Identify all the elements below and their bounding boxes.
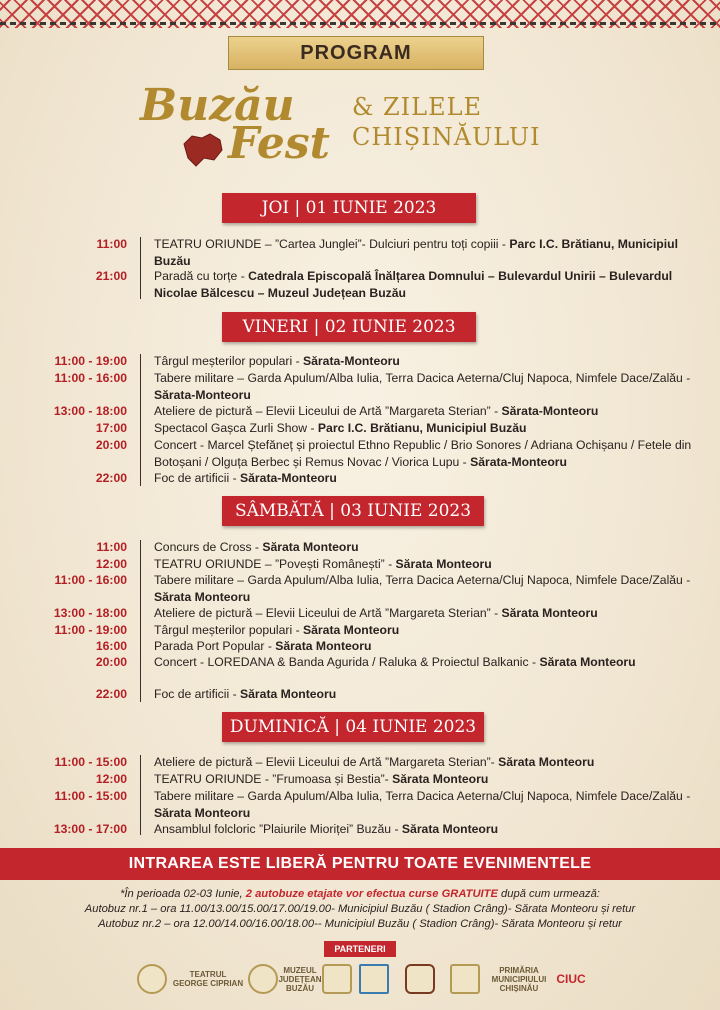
timeline-divider: [140, 237, 141, 299]
logo-line2: Fest: [228, 118, 330, 169]
event-desc: Foc de artificii - Sărata-Monteoru: [154, 471, 337, 485]
partner-logo-church: [322, 960, 352, 998]
partner-teatrul: TEATRUL GEORGE CIPRIAN: [172, 970, 244, 988]
day-title: SÂMBĂTĂ | 03 IUNIE 2023: [234, 501, 472, 521]
event-desc: Ateliere de pictură – Elevii Liceului de Artă ”Margareta Sterian” - Sărata Monteoru: [154, 606, 598, 620]
event-time: 21:00: [95, 269, 127, 283]
event-desc: Concert - LOREDANA & Banda Agurida / Raluka & Proiectul Balkanic - Sărata Monteoru: [154, 655, 636, 669]
event-time: 20:00: [95, 438, 127, 452]
event-time: 11:00 - 19:00: [54, 354, 127, 368]
timeline-divider: [140, 354, 141, 486]
event-time: 11:00: [96, 237, 127, 251]
event-time: 11:00 - 16:00: [54, 371, 127, 385]
event-desc: Concert - Marcel Ștefăneț și proiectul Ethno Republic / Brio Sonores / Adriana Ochișanu / Fetele din Botoșani / Olguța Berbec și Remus Novac / Viorica Lupu - Sărata-Monteoru: [154, 438, 692, 469]
partners-row: [0, 960, 720, 1000]
event-desc: Tabere militare – Garda Apulum/Alba Iulia, Terra Dacica Aeterna/Cluj Napoca, Nimfele Dace/Zalău - Sărata Monteoru: [154, 789, 691, 820]
day-title: VINERI | 02 IUNIE 2023: [242, 317, 456, 337]
event-desc: Concurs de Cross - Sărata Monteoru: [154, 540, 359, 554]
zile-line1: & ZILELE: [352, 93, 483, 121]
event-time: 13:00 - 17:00: [53, 822, 127, 836]
event-desc: Târgul meșterilor populari - Sărata-Monteoru: [154, 354, 400, 368]
event-time: 12:00: [95, 772, 127, 786]
event-desc: Ansamblul folcloric ”Plaiurile Mioriței” Buzău - Sărata Monteoru: [154, 822, 499, 836]
event-desc: Tabere militare – Garda Apulum/Alba Iulia, Terra Dacica Aeterna/Cluj Napoca, Nimfele Dace/Zalău - Sărata-Monteoru: [154, 371, 691, 402]
day-banner-sambata: [222, 496, 484, 526]
event-desc: Târgul meșterilor populari - Sărata Monteoru: [154, 623, 400, 637]
event-time: 22:00: [95, 471, 127, 485]
day-banner-vineri: [222, 312, 476, 342]
day-title: JOI | 01 IUNIE 2023: [261, 198, 437, 218]
zile-line2: CHIȘINĂULUI: [352, 123, 541, 151]
event-desc: Parada Port Popular - Sărata Monteoru: [154, 639, 372, 653]
partner-logo-crest: [134, 960, 170, 998]
day-banner-duminica: [222, 712, 484, 742]
event-desc: TEATRU ORIUNDE – ”Povești Românești” - Sărata Monteoru: [154, 557, 492, 571]
partner-ciuc: CIUC: [556, 971, 586, 986]
buzau-fest-logo: [140, 80, 360, 169]
event-desc: TEATRU ORIUNDE - ”Frumoasa și Bestia”- Sărata Monteoru: [154, 772, 489, 786]
program-label: PROGRAM: [300, 41, 412, 64]
zilele-chisinaului-logo: [352, 92, 582, 152]
event-desc: Tabere militare – Garda Apulum/Alba Iulia, Terra Dacica Aeterna/Cluj Napoca, Nimfele Dace/Zalău - Sărata Monteoru: [154, 573, 691, 604]
event-desc: Ateliere de pictură – Elevii Liceului de Artă ”Margareta Sterian”- Sărata Monteoru: [154, 755, 595, 769]
event-time: 12:00: [95, 557, 127, 571]
event-desc: Foc de artificii - Sărata Monteoru: [154, 687, 337, 701]
free-entry-banner: [0, 848, 720, 880]
event-time: 11:00 - 16:00: [54, 573, 127, 587]
day-title: DUMINICĂ | 04 IUNIE 2023: [229, 717, 477, 737]
partner-chisinau: PRIMĂRIA MUNICIPIULUI CHIȘINĂU: [491, 965, 547, 993]
day-banner-joi: [222, 193, 476, 223]
event-time: 13:00 - 18:00: [53, 404, 127, 418]
logo-line1: Buzău: [140, 80, 295, 131]
partner-logo-bus: [400, 960, 440, 998]
event-desc: Ateliere de pictură – Elevii Liceului de Artă ”Margareta Sterian” - Sărata-Monteoru: [154, 404, 599, 418]
event-time: 13:00 - 18:00: [53, 606, 127, 620]
partners-label: PARTENERI: [324, 941, 396, 957]
event-time: 17:00: [95, 421, 127, 435]
event-time: 11:00 - 15:00: [54, 789, 127, 803]
event-time: 16:00: [95, 639, 127, 653]
program-banner: [228, 36, 484, 70]
free-entry-text: INTRAREA ESTE LIBERĂ PENTRU TOATE EVENIMENTELE: [128, 855, 592, 872]
timeline-divider: [140, 755, 141, 835]
timeline-divider: [140, 540, 141, 702]
partner-muzeul: MUZEUL JUDEȚEAN BUZĂU: [278, 965, 322, 993]
event-desc: Spectacol Gașca Zurli Show - Parc I.C. Brătianu, Municipiul Buzău: [154, 421, 527, 435]
event-desc: TEATRU ORIUNDE – ”Cartea Junglei”- Dulciuri pentru toți copiii - Parc I.C. Brătianu, Municipiul Buzău: [154, 237, 678, 268]
event-time: 20:00: [95, 655, 127, 669]
bus-1-schedule: Autobuz nr.1 – ora 11.00/13.00/15.00/17.00/19.00- Municipiul Buzău ( Stadion Crâng)- Sărata Monteoru și retur: [84, 903, 636, 915]
partner-logo-seal: [248, 960, 278, 998]
county-map-icon: [180, 130, 226, 170]
partner-logo-crest2: [448, 960, 482, 998]
bus-2-schedule: Autobuz nr.2 – ora 12.00/14.00/16.00/18.00-- Municipiul Buzău ( Stadion Crâng)- Sărata Monteoru și retur: [98, 918, 622, 930]
partner-logo-ada: [356, 960, 392, 998]
bus-note: *În perioada 02-03 Iunie, 2 autobuze etajate vor efectua curse GRATUITE după cum urmează:: [120, 888, 600, 900]
event-time: 22:00: [95, 687, 127, 701]
event-time: 11:00 - 19:00: [54, 623, 127, 637]
event-time: 11:00: [96, 540, 127, 554]
event-desc: Paradă cu torțe - Catedrala Episcopală Înălțarea Domnului – Bulevardul Unirii – Bulevardul Nicolae Bălcescu – Muzeul Județean Buzău: [154, 269, 673, 300]
embroidery-border: [0, 0, 720, 28]
event-time: 11:00 - 15:00: [54, 755, 127, 769]
